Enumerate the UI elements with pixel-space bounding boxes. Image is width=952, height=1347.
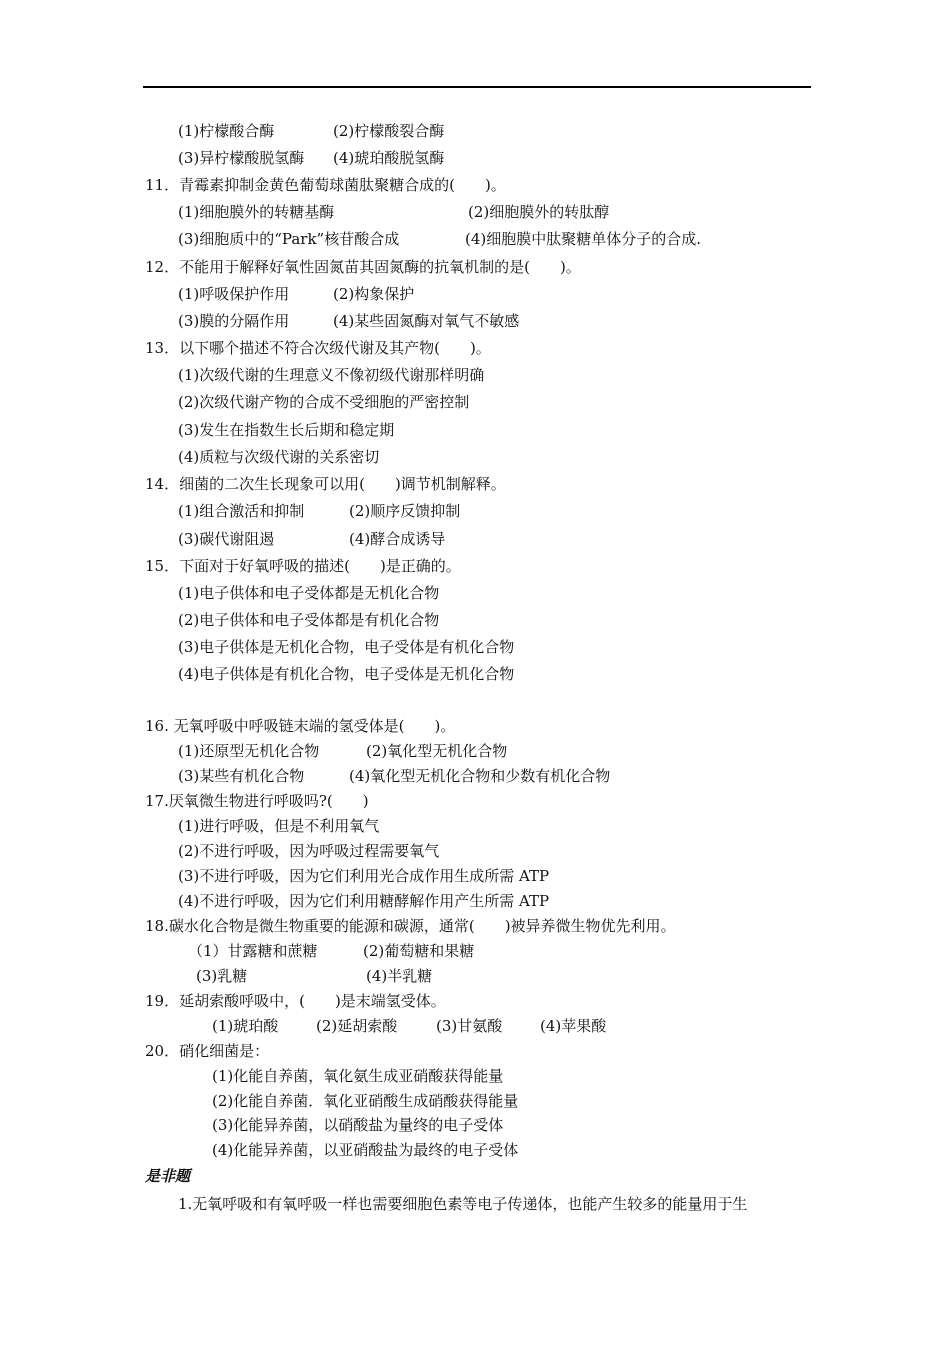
q11-stem: 11．青霉素抑制金黄色葡萄球菌肽聚糖合成的( )。 bbox=[145, 176, 506, 194]
q19-option-3: (3)甘氨酸 bbox=[436, 1017, 503, 1035]
q11-option-2: (2)细胞膜外的转肽醇 bbox=[468, 203, 610, 221]
q15-stem: 15．下面对于好氧呼吸的描述( )是正确的。 bbox=[145, 557, 461, 575]
q12-option-3: (3)膜的分隔作用 bbox=[178, 312, 290, 330]
q14-option-1: (1)组合激活和抑制 bbox=[178, 502, 305, 520]
q17-option-3: (3)不进行呼吸，因为它们利用光合成作用生成所需 ATP bbox=[178, 867, 550, 885]
q19-stem: 19．延胡索酸呼吸中，( )是末端氢受体。 bbox=[145, 992, 446, 1010]
q17-option-4: (4)不进行呼吸，因为它们利用糖酵解作用产生所需 ATP bbox=[178, 892, 550, 910]
q16-option-2: (2)氧化型无机化合物 bbox=[366, 742, 508, 760]
q17-option-2: (2)不进行呼吸，因为呼吸过程需要氧气 bbox=[178, 842, 440, 860]
q14-option-4: (4)酵合成诱导 bbox=[349, 530, 446, 548]
header-rule bbox=[143, 86, 811, 88]
q10-option-3: (3)异柠檬酸脱氢酶 bbox=[178, 149, 305, 167]
q10-option-2: (2)柠檬酸裂合酶 bbox=[333, 122, 445, 140]
q19-option-2: (2)延胡索酸 bbox=[316, 1017, 398, 1035]
q19-option-4: (4)苹果酸 bbox=[540, 1017, 607, 1035]
q10-option-1: (1)柠檬酸合酶 bbox=[178, 122, 275, 140]
q15-option-4: (4)电子供体是有机化合物，电子受体是无机化合物 bbox=[178, 665, 515, 683]
q15-option-2: (2)电子供体和电子受体都是有机化合物 bbox=[178, 611, 440, 629]
q19-option-1: (1)琥珀酸 bbox=[212, 1017, 279, 1035]
q18-option-4: (4)半乳糖 bbox=[366, 967, 433, 985]
q12-option-2: (2)构象保护 bbox=[333, 285, 415, 303]
q13-option-4: (4)质粒与次级代谢的关系密切 bbox=[178, 448, 380, 466]
q14-option-3: (3)碳代谢阻遏 bbox=[178, 530, 275, 548]
q20-option-1: (1)化能自养菌，氧化氨生成亚硝酸获得能量 bbox=[212, 1067, 504, 1085]
q20-option-4: (4)化能异养菌，以亚硝酸盐为最终的电子受体 bbox=[212, 1141, 519, 1159]
q20-option-3: (3)化能异养菌，以硝酸盐为量终的电子受体 bbox=[212, 1116, 504, 1134]
q13-option-3: (3)发生在指数生长后期和稳定期 bbox=[178, 421, 395, 439]
q18-option-1: （1）甘露糖和蔗糖 bbox=[188, 942, 318, 960]
q18-option-3: (3)乳糖 bbox=[196, 967, 248, 985]
q10-option-4: (4)琥珀酸脱氢酶 bbox=[333, 149, 445, 167]
q17-option-1: (1)进行呼吸，但是不利用氧气 bbox=[178, 817, 380, 835]
q17-stem: 17.厌氧微生物进行呼吸吗?( ) bbox=[145, 792, 369, 810]
q13-option-1: (1)次级代谢的生理意义不像初级代谢那样明确 bbox=[178, 366, 485, 384]
q11-option-4: (4)细胞膜中肽聚糖单体分子的合成. bbox=[465, 230, 702, 248]
q13-stem: 13．以下哪个描述不符合次级代谢及其产物( )。 bbox=[145, 339, 491, 357]
q16-option-4: (4)氧化型无机化合物和少数有机化合物 bbox=[349, 767, 611, 785]
section-title-true-false: 是非题 bbox=[145, 1167, 191, 1185]
q13-option-2: (2)次级代谢产物的合成不受细胞的严密控制 bbox=[178, 393, 470, 411]
q14-option-2: (2)顺序反馈抑制 bbox=[349, 502, 461, 520]
q12-option-4: (4)某些固氮酶对氧气不敏感 bbox=[333, 312, 520, 330]
true-false-item-1: 1.无氧呼吸和有氧呼吸一样也需要细胞色素等电子传递体，也能产生较多的能量用于生 bbox=[178, 1195, 748, 1213]
q16-option-1: (1)还原型无机化合物 bbox=[178, 742, 320, 760]
q12-option-1: (1)呼吸保护作用 bbox=[178, 285, 290, 303]
q15-option-3: (3)电子供体是无机化合物，电子受体是有机化合物 bbox=[178, 638, 515, 656]
q20-stem: 20．硝化细菌是： bbox=[145, 1042, 270, 1060]
q18-stem: 18.碳水化合物是微生物重要的能源和碳源，通常( )被异养微生物优先利用。 bbox=[145, 917, 676, 935]
q14-stem: 14．细菌的二次生长现象可以用( )调节机制解释。 bbox=[145, 475, 506, 493]
q18-option-2: (2)葡萄糖和果糖 bbox=[363, 942, 475, 960]
q20-option-2: (2)化能自养菌．氧化亚硝酸生成硝酸获得能量 bbox=[212, 1092, 519, 1110]
q16-option-3: (3)某些有机化合物 bbox=[178, 767, 305, 785]
q16-stem: 16. 无氧呼吸中呼吸链末端的氢受体是( )。 bbox=[145, 717, 456, 735]
q11-option-3: (3)细胞质中的“Park”核苷酸合成 bbox=[178, 230, 400, 248]
q15-option-1: (1)电子供体和电子受体都是无机化合物 bbox=[178, 584, 440, 602]
q12-stem: 12．不能用于解释好氧性固氮苗其固氮酶的抗氧机制的是( )。 bbox=[145, 258, 581, 276]
q11-option-1: (1)细胞膜外的转糖基酶 bbox=[178, 203, 335, 221]
